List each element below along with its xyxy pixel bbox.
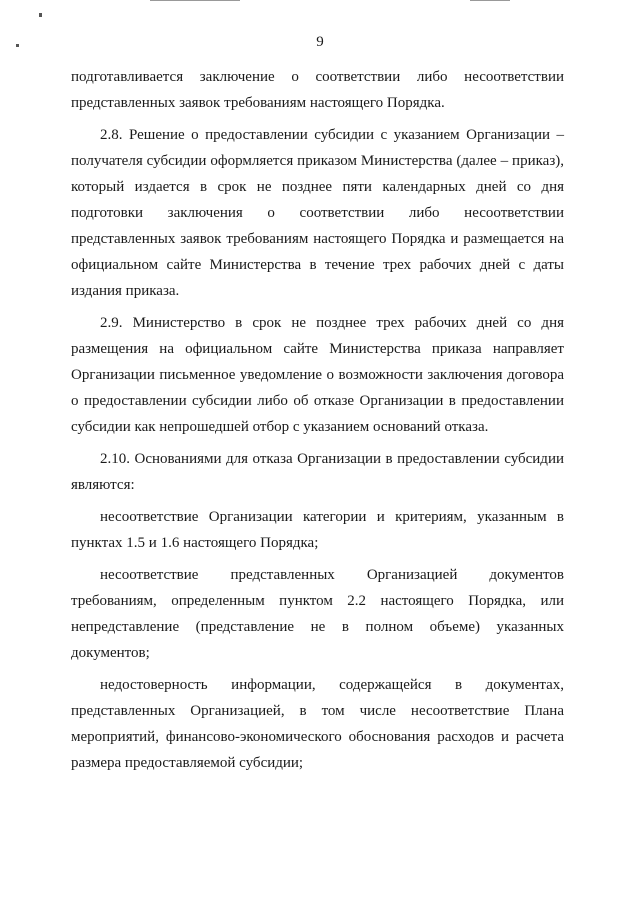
paragraph-2-8: 2.8. Решение о предоставлении субсидии с указанием Организации – получателя субсидии оформляется приказом Министерства (далее – приказ), который издается в срок не позднее пяти календарных дней со дня подготовки заключения о соответствии либо несоответствии представленных заявок требованиям настоящего Порядка и размещается на официальном сайте Министерства в течение трех рабочих дней с даты издания приказа.	[71, 127, 564, 299]
paragraph-continuation: подготавливается заключение о соответствии либо несоответствии представленных заявок требованиям настоящего Порядка.	[71, 69, 564, 111]
document-body	[71, 64, 564, 782]
top-scan-line-right	[470, 0, 510, 1]
paragraph-2-9: 2.9. Министерство в срок не позднее трех рабочих дней со дня размещения на официальном сайте Министерства приказа направляет Организации письменное уведомление о возможности заключения договора о предоставлении субсидии либо об отказе Организации в предоставлении субсидии как непрошедшей отбор с указанием оснований отказа.	[71, 315, 564, 435]
list-item-criteria: несоответствие Организации категории и критериям, указанным в пунктах 1.5 и 1.6 настоящего Порядка;	[71, 509, 564, 551]
scan-mark	[39, 13, 42, 17]
list-item-information: недостоверность информации, содержащейся в документах, представленных Организацией, в том числе несоответствие Плана мероприятий, финансово-экономического обоснования расходов и расчета размера предоставляемой субсидии;	[71, 677, 564, 771]
top-scan-line	[150, 0, 240, 1]
page-number: 9	[316, 34, 324, 50]
list-item-documents: несоответствие представленных Организацией документов требованиям, определенным пунктом 2.2 настоящего Порядка, или непредставление (представление не в полном объеме) указанных документов;	[71, 567, 564, 661]
paragraph-2-10: 2.10. Основаниями для отказа Организации в предоставлении субсидии являются:	[71, 451, 564, 493]
